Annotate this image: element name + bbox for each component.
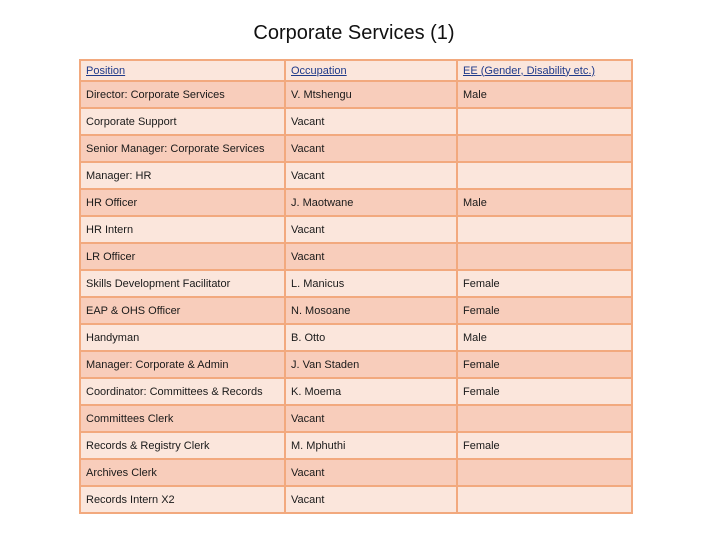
table-row xyxy=(80,243,632,270)
table-row xyxy=(80,459,632,486)
occupation-cell: K. Moema xyxy=(285,378,457,405)
header-occupation: Occupation xyxy=(285,60,457,81)
occupation-cell: L. Manicus xyxy=(285,270,457,297)
ee-cell xyxy=(457,216,632,243)
ee-cell: Female xyxy=(457,351,632,378)
table-row xyxy=(80,351,632,378)
ee-cell xyxy=(457,108,632,135)
ee-cell: Male xyxy=(457,81,632,108)
ee-cell xyxy=(457,243,632,270)
position-cell: Coordinator: Committees & Records xyxy=(80,378,285,405)
occupation-cell: Vacant xyxy=(285,459,457,486)
occupation-cell: V. Mtshengu xyxy=(285,81,457,108)
table-row xyxy=(80,81,632,108)
position-cell: HR Intern xyxy=(80,216,285,243)
ee-cell: Female xyxy=(457,378,632,405)
position-cell: Skills Development Facilitator xyxy=(80,270,285,297)
occupation-cell: J. Van Staden xyxy=(285,351,457,378)
table-row xyxy=(80,405,632,432)
header-position: Position xyxy=(80,60,285,81)
occupation-cell: M. Mphuthi xyxy=(285,432,457,459)
position-cell: Senior Manager: Corporate Services xyxy=(80,135,285,162)
occupation-cell: Vacant xyxy=(285,135,457,162)
ee-cell xyxy=(457,162,632,189)
position-cell: Director: Corporate Services xyxy=(80,81,285,108)
position-cell: Records & Registry Clerk xyxy=(80,432,285,459)
ee-cell: Male xyxy=(457,324,632,351)
services-table xyxy=(79,59,633,514)
table-row xyxy=(80,189,632,216)
ee-cell xyxy=(457,459,632,486)
table-row xyxy=(80,297,632,324)
position-cell: Records Intern X2 xyxy=(80,486,285,513)
position-cell: Handyman xyxy=(80,324,285,351)
table-row xyxy=(80,108,632,135)
occupation-cell: J. Maotwane xyxy=(285,189,457,216)
position-cell: HR Officer xyxy=(80,189,285,216)
ee-cell: Female xyxy=(457,432,632,459)
position-cell: Manager: Corporate & Admin xyxy=(80,351,285,378)
ee-cell: Female xyxy=(457,270,632,297)
table-row xyxy=(80,378,632,405)
table-row xyxy=(80,486,632,513)
occupation-cell: Vacant xyxy=(285,162,457,189)
table-row xyxy=(80,135,632,162)
occupation-cell: Vacant xyxy=(285,486,457,513)
occupation-cell: B. Otto xyxy=(285,324,457,351)
ee-cell xyxy=(457,405,632,432)
position-cell: Committees Clerk xyxy=(80,405,285,432)
occupation-cell: Vacant xyxy=(285,108,457,135)
table-header-row xyxy=(80,60,632,81)
position-cell: Corporate Support xyxy=(80,108,285,135)
table-row xyxy=(80,162,632,189)
occupation-cell: N. Mosoane xyxy=(285,297,457,324)
table-row xyxy=(80,216,632,243)
table-row xyxy=(80,324,632,351)
ee-cell xyxy=(457,486,632,513)
header-ee: EE (Gender, Disability etc.) xyxy=(457,60,632,81)
position-cell: EAP & OHS Officer xyxy=(80,297,285,324)
ee-cell xyxy=(457,135,632,162)
occupation-cell: Vacant xyxy=(285,405,457,432)
ee-cell: Female xyxy=(457,297,632,324)
table-row xyxy=(80,270,632,297)
position-cell: Archives Clerk xyxy=(80,459,285,486)
position-cell: Manager: HR xyxy=(80,162,285,189)
table-row xyxy=(80,432,632,459)
page-title: Corporate Services (1) xyxy=(253,22,455,44)
occupation-cell: Vacant xyxy=(285,243,457,270)
ee-cell: Male xyxy=(457,189,632,216)
occupation-cell: Vacant xyxy=(285,216,457,243)
position-cell: LR Officer xyxy=(80,243,285,270)
